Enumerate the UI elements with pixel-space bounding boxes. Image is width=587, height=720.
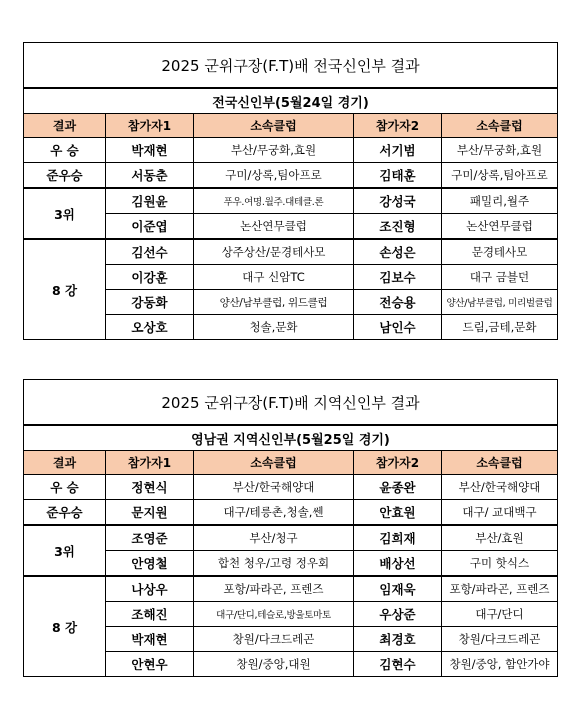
participant2-cell: 배상선 xyxy=(354,551,442,577)
table-row xyxy=(24,239,558,265)
participant1-cell: 이준엽 xyxy=(106,214,194,240)
national-results-table xyxy=(23,42,558,340)
header-club2: 소속클럽 xyxy=(442,451,558,475)
club1-cell: 부산/청구 xyxy=(194,525,354,551)
club1-cell: 푸우.여명.월주.대테클.론 xyxy=(194,188,354,214)
club2-cell: 논산연무클럽 xyxy=(442,214,558,240)
header-result: 결과 xyxy=(24,114,106,138)
result-cell: 8 강 xyxy=(24,239,106,340)
club2-cell: 대구/ 교대백구 xyxy=(442,500,558,526)
table-row xyxy=(24,576,558,602)
participant1-cell: 오상호 xyxy=(106,315,194,340)
participant2-cell: 조진형 xyxy=(354,214,442,240)
participant1-cell: 김선수 xyxy=(106,239,194,265)
participant1-cell: 박재현 xyxy=(106,138,194,163)
national-title: 2025 군위구장(F.T)배 전국신인부 결과 xyxy=(24,43,558,89)
participant1-cell: 문지원 xyxy=(106,500,194,526)
participant1-cell: 조해진 xyxy=(106,602,194,627)
participant2-cell: 최경호 xyxy=(354,627,442,652)
participant1-cell: 서동춘 xyxy=(106,163,194,189)
header-club1: 소속클럽 xyxy=(194,114,354,138)
regional-subtitle: 영남권 지역신인부(5월25일 경기) xyxy=(24,425,558,451)
club1-cell: 구미/상록,팀아프로 xyxy=(194,163,354,189)
table-row xyxy=(24,188,558,214)
header-participant2: 참가자2 xyxy=(354,114,442,138)
participant2-cell: 임재욱 xyxy=(354,576,442,602)
result-cell: 준우승 xyxy=(24,163,106,189)
result-cell: 3위 xyxy=(24,188,106,239)
regional-title: 2025 군위구장(F.T)배 지역신인부 결과 xyxy=(24,380,558,426)
participant2-cell: 김현수 xyxy=(354,652,442,677)
header-result: 결과 xyxy=(24,451,106,475)
club1-cell: 청솔,문화 xyxy=(194,315,354,340)
club1-cell: 창원/다크드레곤 xyxy=(194,627,354,652)
national-title-row xyxy=(24,43,558,89)
participant1-cell: 박재현 xyxy=(106,627,194,652)
regional-results-table xyxy=(23,379,558,677)
regional-subtitle-row xyxy=(24,425,558,451)
participant1-cell: 조영준 xyxy=(106,525,194,551)
club2-cell: 부산/한국해양대 xyxy=(442,475,558,500)
club2-cell: 창원/다크드레곤 xyxy=(442,627,558,652)
club2-cell: 문경테사모 xyxy=(442,239,558,265)
club1-cell: 논산연무클럽 xyxy=(194,214,354,240)
club2-cell: 구미 핫식스 xyxy=(442,551,558,577)
club1-cell: 대구/테릉촌,청솔,쎈 xyxy=(194,500,354,526)
participant2-cell: 남인수 xyxy=(354,315,442,340)
national-header-row xyxy=(24,114,558,138)
participant1-cell: 김원윤 xyxy=(106,188,194,214)
header-club1: 소속클럽 xyxy=(194,451,354,475)
club1-cell: 포항/파라곤, 프렌즈 xyxy=(194,576,354,602)
participant2-cell: 강성국 xyxy=(354,188,442,214)
header-participant1: 참가자1 xyxy=(106,451,194,475)
national-subtitle: 전국신인부(5월24일 경기) xyxy=(24,88,558,114)
club2-cell: 대구 금블던 xyxy=(442,265,558,290)
club1-cell: 창원/중앙,대원 xyxy=(194,652,354,677)
club2-cell: 패밀리,월주 xyxy=(442,188,558,214)
regional-title-row xyxy=(24,380,558,426)
club2-cell: 포항/파라곤, 프렌즈 xyxy=(442,576,558,602)
participant1-cell: 안현우 xyxy=(106,652,194,677)
result-cell: 준우승 xyxy=(24,500,106,526)
participant1-cell: 이강훈 xyxy=(106,265,194,290)
club1-cell: 합천 청우/고령 정우회 xyxy=(194,551,354,577)
table-row xyxy=(24,163,558,189)
club1-cell: 부산/무궁화,효원 xyxy=(194,138,354,163)
table-row xyxy=(24,500,558,526)
table-row xyxy=(24,475,558,500)
club2-cell: 구미/상록,팀아프로 xyxy=(442,163,558,189)
table-row xyxy=(24,525,558,551)
club2-cell: 대구/단디 xyxy=(442,602,558,627)
club2-cell: 양산/남부클럽, 미리벌클럽 xyxy=(442,290,558,315)
club2-cell: 드림,금테,문화 xyxy=(442,315,558,340)
table-row xyxy=(24,138,558,163)
participant2-cell: 손성은 xyxy=(354,239,442,265)
participant2-cell: 전승용 xyxy=(354,290,442,315)
club1-cell: 상주상산/문경테사모 xyxy=(194,239,354,265)
club2-cell: 부산/무궁화,효원 xyxy=(442,138,558,163)
participant1-cell: 나상우 xyxy=(106,576,194,602)
participant2-cell: 서기범 xyxy=(354,138,442,163)
club2-cell: 부산/효원 xyxy=(442,525,558,551)
participant2-cell: 김보수 xyxy=(354,265,442,290)
participant2-cell: 우상준 xyxy=(354,602,442,627)
regional-header-row xyxy=(24,451,558,475)
header-participant1: 참가자1 xyxy=(106,114,194,138)
club1-cell: 대구/단디,테슬로,방울토마토 xyxy=(194,602,354,627)
club2-cell: 창원/중앙, 함안가야 xyxy=(442,652,558,677)
result-cell: 우 승 xyxy=(24,138,106,163)
result-cell: 3위 xyxy=(24,525,106,576)
result-cell: 8 강 xyxy=(24,576,106,677)
result-cell: 우 승 xyxy=(24,475,106,500)
national-subtitle-row xyxy=(24,88,558,114)
participant2-cell: 김태훈 xyxy=(354,163,442,189)
participant1-cell: 안영철 xyxy=(106,551,194,577)
club1-cell: 부산/한국해양대 xyxy=(194,475,354,500)
club1-cell: 대구 신암TC xyxy=(194,265,354,290)
club1-cell: 양산/남부클럽, 위드클럽 xyxy=(194,290,354,315)
participant2-cell: 김희재 xyxy=(354,525,442,551)
participant2-cell: 안효원 xyxy=(354,500,442,526)
participant2-cell: 윤종완 xyxy=(354,475,442,500)
participant1-cell: 정현식 xyxy=(106,475,194,500)
header-participant2: 참가자2 xyxy=(354,451,442,475)
participant1-cell: 강동화 xyxy=(106,290,194,315)
header-club2: 소속클럽 xyxy=(442,114,558,138)
